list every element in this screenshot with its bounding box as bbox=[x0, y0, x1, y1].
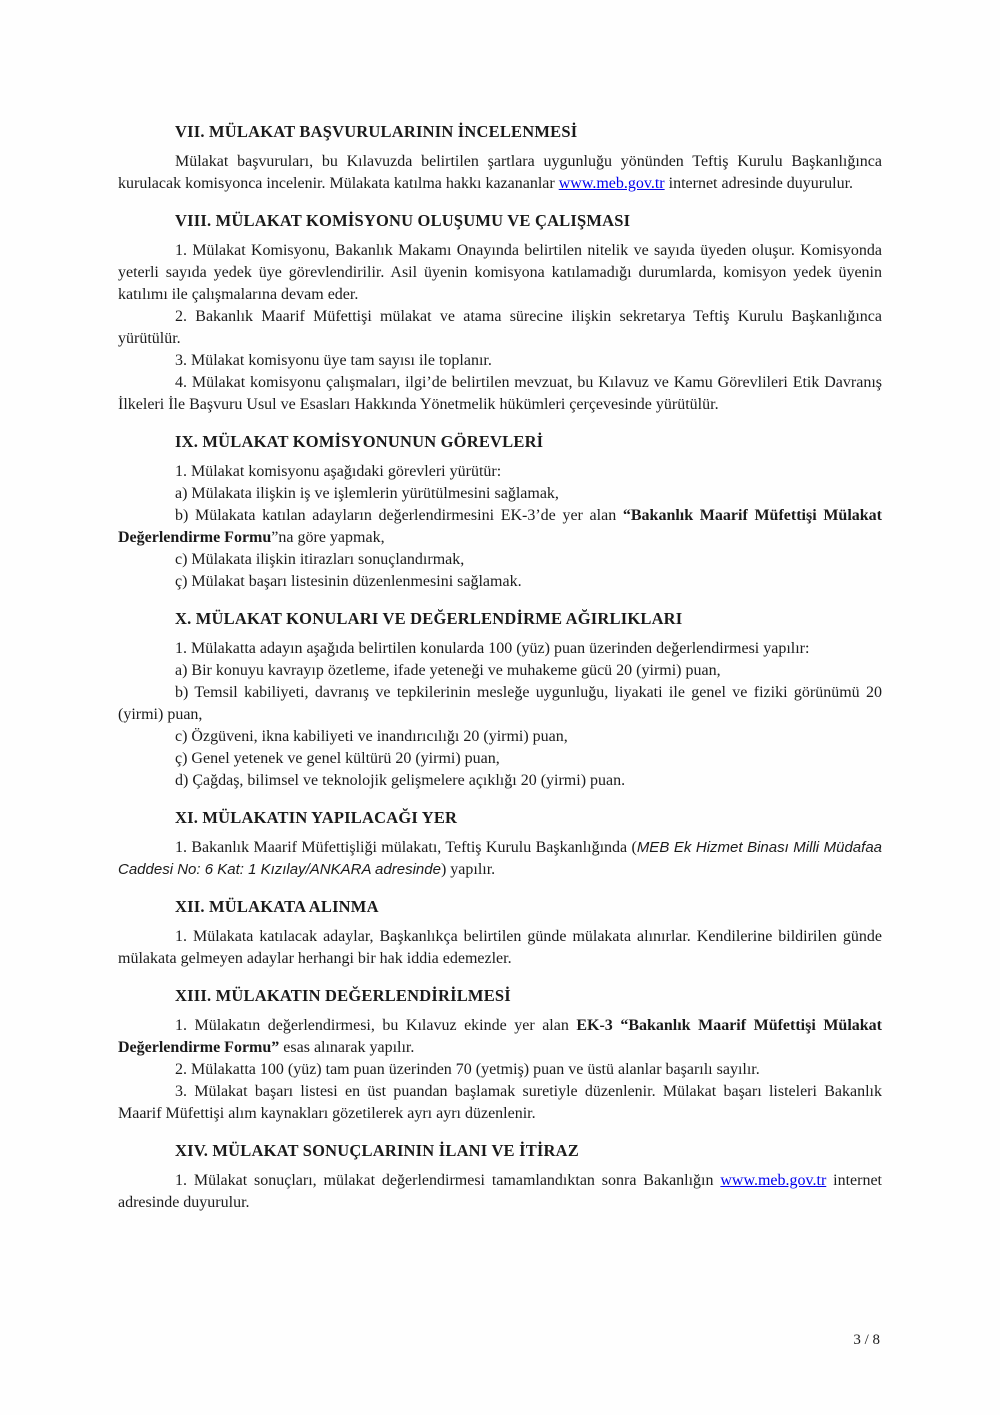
section-viii-komisyon-olusumu bbox=[118, 210, 882, 416]
section-xiii-degerlendirilmesi bbox=[118, 985, 882, 1125]
list-item-d: d) Çağdaş, bilimsel ve teknolojik gelişmelere açıklığı 20 (yirmi) puan. bbox=[175, 772, 626, 789]
text-run: ”na göre yapmak, bbox=[271, 529, 385, 546]
body-paragraph bbox=[118, 1015, 882, 1059]
text-run: internet adresinde duyurulur. bbox=[664, 175, 854, 192]
body-paragraph: 2. Mülakatta 100 (yüz) tam puan üzerinden 70 (yetmiş) puan ve üstü alanlar başarılı sayılır. bbox=[175, 1061, 760, 1078]
text-run: Mülakat başvuruları, bu Kılavuzda belirtilen şartlara uygunluğu yönünden Teftiş Kurulu Başkanlığınca kurulacak komisyonca incelenir. Mülakata katılma hakkı kazananlar bbox=[118, 153, 882, 192]
bold-run-form-adi: “Bakanlık Maarif Müfettişi Mülakat Değerlendirme Formu bbox=[118, 507, 882, 546]
section-heading: XIV. MÜLAKAT SONUÇLARININ İLANI VE İTİRAZ bbox=[175, 1141, 579, 1160]
section-heading: XIII. MÜLAKATIN DEĞERLENDİRİLMESİ bbox=[175, 986, 511, 1005]
section-xii-mulakata-alinma bbox=[118, 896, 882, 970]
list-item-b: b) Temsil kabiliyeti, davranış ve tepkilerinin mesleğe uygunluğu, liyakati ile genel ve fiziki görünümü 20 (yirmi) puan, bbox=[118, 684, 882, 723]
body-paragraph: 3. Mülakat başarı listesi en üst puandan başlamak suretiyle düzenlenir. Mülakat başarı listeleri Bakanlık Maarif Müfettişi alım kaynakları gözetilerek ayrı ayrı düzenlenir. bbox=[118, 1083, 882, 1122]
body-paragraph: 2. Bakanlık Maarif Müfettişi mülakat ve atama sürecine ilişkin sekretarya Teftiş Kurulu Başkanlığınca yürütülür. bbox=[118, 308, 882, 347]
body-paragraph: 1. Mülakat komisyonu aşağıdaki görevleri yürütür: bbox=[175, 463, 502, 480]
body-paragraph: 4. Mülakat komisyonu çalışmaları, ilgi’de belirtilen mevzuat, bu Kılavuz ve Kamu Görevlileri Etik Davranış İlkeleri İle Başvuru Usul ve Esasları Hakkında Yönetmelik hükümleri çerçevesinde yürütülür. bbox=[118, 374, 882, 413]
list-item-c: c) Mülakata ilişkin itirazları sonuçlandırmak, bbox=[175, 551, 465, 568]
meb-website-link[interactable]: www.meb.gov.tr bbox=[558, 175, 665, 192]
list-item-cc: ç) Mülakat başarı listesinin düzenlenmesini sağlamak. bbox=[175, 573, 522, 590]
section-vii-basvurularin-incelenmesi bbox=[118, 121, 882, 195]
section-x-mulakat-konulari bbox=[118, 608, 882, 792]
section-ix-komisyon-gorevleri bbox=[118, 431, 882, 593]
address-run: MEB Ek Hizmet Binası Milli Müdafaa Caddesi No: 6 Kat: 1 Kızılay/ANKARA adresinde bbox=[118, 839, 883, 878]
list-item-a: a) Bir konuyu kavrayıp özetleme, ifade yeteneği ve muhakeme gücü 20 (yirmi) puan, bbox=[175, 662, 721, 679]
section-heading: IX. MÜLAKAT KOMİSYONUNUN GÖREVLERİ bbox=[175, 432, 544, 451]
bold-run-ek3-form: EK-3 “Bakanlık Maarif Müfettişi Mülakat Değerlendirme Formu” bbox=[118, 1017, 882, 1056]
text-run: ) yapılır. bbox=[440, 861, 496, 878]
text-run: internet adresinde duyurulur. bbox=[118, 1172, 882, 1211]
text-run: 1. Bakanlık Maarif Müfettişliği mülakatı, Teftiş Kurulu Başkanlığında ( bbox=[175, 839, 637, 856]
meb-website-link[interactable]: www.meb.gov.tr bbox=[720, 1172, 827, 1189]
section-heading: VII. MÜLAKAT BAŞVURULARININ İNCELENMESİ bbox=[175, 122, 578, 141]
section-heading: X. MÜLAKAT KONULARI VE DEĞERLENDİRME AĞIRLIKLARI bbox=[175, 609, 683, 628]
body-paragraph: 1. Mülakat Komisyonu, Bakanlık Makamı Onayında belirtilen nitelik ve sayıda üyeden oluşur. Komisyonda yeterli sayıda yedek üye görevlendirilir. Asil üyenin komisyona katılamadığı durumlarda, komisyon yedek üyenin katılımı ile çalışmalarına devam eder. bbox=[118, 242, 882, 303]
body-paragraph bbox=[118, 151, 882, 195]
list-item-a: a) Mülakata ilişkin iş ve işlemlerin yürütülmesini sağlamak, bbox=[175, 485, 559, 502]
list-item-c: c) Özgüveni, ikna kabiliyeti ve inandırıcılığı 20 (yirmi) puan, bbox=[175, 728, 568, 745]
body-paragraph: 1. Mülakatta adayın aşağıda belirtilen konularda 100 (yüz) puan üzerinden değerlendirmesi yapılır: bbox=[175, 640, 810, 657]
list-item-cc: ç) Genel yetenek ve genel kültürü 20 (yirmi) puan, bbox=[175, 750, 500, 767]
list-item-b bbox=[118, 505, 882, 549]
section-heading: XII. MÜLAKATA ALINMA bbox=[175, 897, 379, 916]
text-run: 1. Mülakatın değerlendirmesi, bu Kılavuz ekinde yer alan bbox=[175, 1017, 577, 1034]
section-xi-mulakat-yeri bbox=[118, 807, 882, 881]
page-number: 3 / 8 bbox=[853, 1332, 880, 1348]
body-paragraph bbox=[118, 837, 882, 881]
section-heading: XI. MÜLAKATIN YAPILACAĞI YER bbox=[175, 808, 458, 827]
text-run: 1. Mülakat sonuçları, mülakat değerlendirmesi tamamlandıktan sonra Bakanlığın bbox=[175, 1172, 721, 1189]
body-paragraph bbox=[118, 1170, 882, 1214]
body-paragraph: 1. Mülakata katılacak adaylar, Başkanlıkça belirtilen günde mülakata alınırlar. Kendilerine bildirilen günde mülakata gelmeyen adaylar herhangi bir hak iddia edemezler. bbox=[118, 928, 882, 967]
text-run: esas alınarak yapılır. bbox=[279, 1039, 415, 1056]
section-xiv-sonuclarin-ilani bbox=[118, 1140, 882, 1214]
text-run: b) Mülakata katılan adayların değerlendirmesini EK-3’de yer alan bbox=[175, 507, 623, 524]
body-paragraph: 3. Mülakat komisyonu üye tam sayısı ile toplanır. bbox=[175, 352, 492, 369]
section-heading: VIII. MÜLAKAT KOMİSYONU OLUŞUMU VE ÇALIŞMASI bbox=[175, 211, 631, 230]
